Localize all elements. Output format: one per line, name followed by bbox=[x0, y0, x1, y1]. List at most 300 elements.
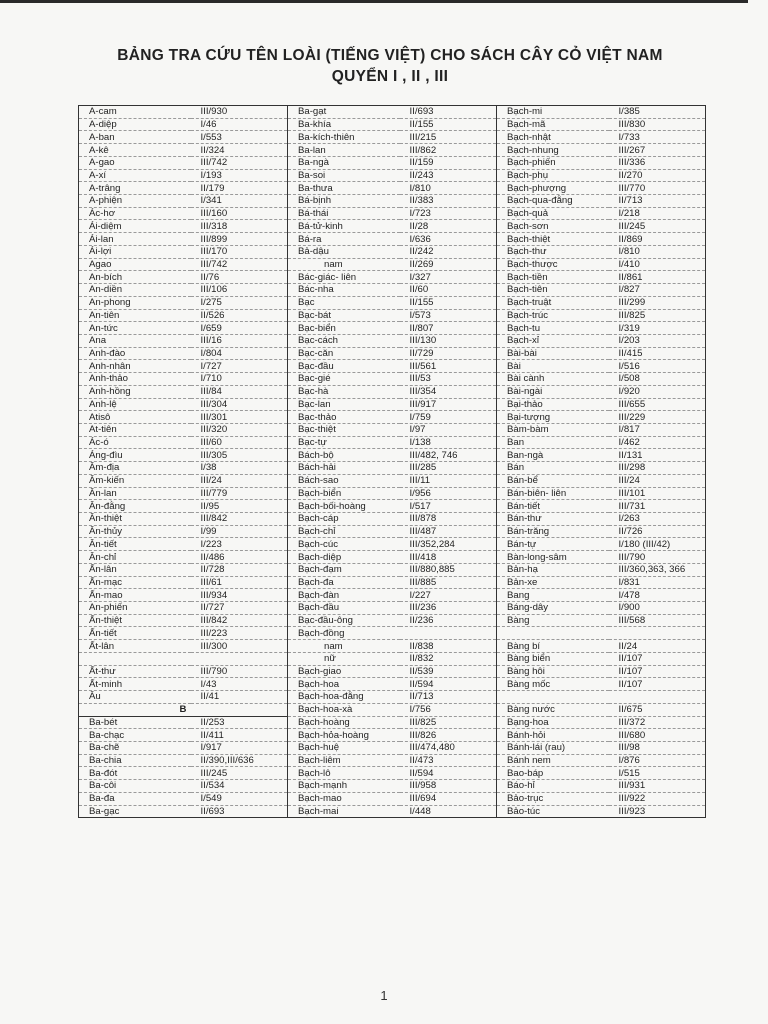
volume-page-ref: II/411 bbox=[191, 729, 288, 742]
species-name: Bánh nem bbox=[497, 754, 609, 767]
volume-page-ref: II/131 bbox=[609, 449, 706, 462]
volume-page-ref: I/410 bbox=[609, 258, 706, 271]
index-row bbox=[79, 741, 706, 754]
volume-page-ref: I/319 bbox=[609, 322, 706, 335]
species-name: Ba-bét bbox=[79, 716, 191, 729]
species-name: Bạch-hoa bbox=[288, 678, 400, 691]
species-name: Bách-hải bbox=[288, 462, 400, 475]
species-name: Ân-chỉ bbox=[79, 551, 191, 564]
volume-page-ref: III/826 bbox=[400, 729, 497, 742]
volume-page-ref: I/478 bbox=[609, 589, 706, 602]
species-name: Bại-tượng bbox=[497, 411, 609, 424]
species-name: Bang bbox=[497, 589, 609, 602]
volume-page-ref: I/97 bbox=[400, 423, 497, 436]
species-name: Bao-báp bbox=[497, 767, 609, 780]
species-name: Bạch-cúc bbox=[288, 538, 400, 551]
species-name: Ban bbox=[497, 436, 609, 449]
volume-page-ref: I/900 bbox=[609, 602, 706, 615]
species-name: Bạch-biển bbox=[288, 487, 400, 500]
volume-page-ref: III/320 bbox=[191, 423, 288, 436]
volume-page-ref: II/155 bbox=[400, 296, 497, 309]
volume-page-ref: III/830 bbox=[609, 118, 706, 131]
species-name bbox=[497, 627, 609, 640]
species-name: Bạch-qua-đằng bbox=[497, 195, 609, 208]
species-name: An-bích bbox=[79, 271, 191, 284]
volume-page-ref: II/726 bbox=[609, 525, 706, 538]
volume-page-ref: III/742 bbox=[191, 258, 288, 271]
volume-page-ref: II/107 bbox=[609, 665, 706, 678]
species-name: Bàm-bàm bbox=[497, 423, 609, 436]
volume-page-ref: I/341 bbox=[191, 195, 288, 208]
species-name: Ba-kích-thiên bbox=[288, 131, 400, 144]
species-name: Bạch-mã bbox=[497, 118, 609, 131]
index-row bbox=[79, 398, 706, 411]
volume-page-ref: III/223 bbox=[191, 627, 288, 640]
species-name: Bảo-trục bbox=[497, 792, 609, 805]
species-name bbox=[497, 691, 609, 704]
volume-page-ref bbox=[609, 627, 706, 640]
species-name: Anh-nhân bbox=[79, 360, 191, 373]
species-name: Bạch-tu bbox=[497, 322, 609, 335]
volume-page-ref: I/227 bbox=[400, 589, 497, 602]
index-row bbox=[79, 334, 706, 347]
volume-page-ref bbox=[400, 627, 497, 640]
species-name: A-phiện bbox=[79, 195, 191, 208]
index-row bbox=[79, 411, 706, 424]
volume-page-ref: III/301 bbox=[191, 411, 288, 424]
volume-page-ref: II/539 bbox=[400, 665, 497, 678]
species-name: Ba-chạc bbox=[79, 729, 191, 742]
species-name: Bạch-hoa-đằng bbox=[288, 691, 400, 704]
species-name: Ấn-lân bbox=[79, 563, 191, 576]
volume-page-ref: II/526 bbox=[191, 309, 288, 322]
volume-page-ref: III/285 bbox=[400, 462, 497, 475]
volume-page-ref: III/930 bbox=[191, 106, 288, 119]
volume-page-ref: I/636 bbox=[400, 233, 497, 246]
volume-page-ref: I/756 bbox=[400, 703, 497, 716]
species-name: Báng-dây bbox=[497, 602, 609, 615]
volume-page-ref: III/229 bbox=[609, 411, 706, 424]
species-name: Anh-thảo bbox=[79, 373, 191, 386]
species-name: Bá-tử-kinh bbox=[288, 220, 400, 233]
volume-page-ref: II/28 bbox=[400, 220, 497, 233]
species-name: Bán-biên- liên bbox=[497, 487, 609, 500]
volume-page-ref: III/236 bbox=[400, 602, 497, 615]
species-name: Bạch-nhật bbox=[497, 131, 609, 144]
species-name: Ba-đót bbox=[79, 767, 191, 780]
index-row bbox=[79, 614, 706, 627]
index-row bbox=[79, 703, 706, 716]
volume-page-ref: III/106 bbox=[191, 284, 288, 297]
species-name: Ất-thư bbox=[79, 665, 191, 678]
species-name: Ban-ngà bbox=[497, 449, 609, 462]
index-row bbox=[79, 487, 706, 500]
species-name: nam bbox=[288, 640, 400, 653]
volume-page-ref: III/770 bbox=[609, 182, 706, 195]
species-name: Bách-sao bbox=[288, 474, 400, 487]
index-row bbox=[79, 729, 706, 742]
species-name: Ấn-tiết bbox=[79, 627, 191, 640]
species-name: Bài-bài bbox=[497, 347, 609, 360]
volume-page-ref: I/263 bbox=[609, 513, 706, 526]
species-name: Ba-khía bbox=[288, 118, 400, 131]
index-row bbox=[79, 449, 706, 462]
species-name: Ba-đa bbox=[79, 792, 191, 805]
volume-page-ref: I/138 bbox=[400, 436, 497, 449]
volume-page-ref: II/713 bbox=[609, 195, 706, 208]
volume-page-ref: III/61 bbox=[191, 576, 288, 589]
index-row bbox=[79, 271, 706, 284]
species-name: Ái-lan bbox=[79, 233, 191, 246]
index-row bbox=[79, 118, 706, 131]
volume-page-ref: II/729 bbox=[400, 347, 497, 360]
species-index-body bbox=[79, 106, 706, 818]
volume-page-ref: III/267 bbox=[609, 144, 706, 157]
volume-page-ref: I/275 bbox=[191, 296, 288, 309]
species-name: Áng-đìu bbox=[79, 449, 191, 462]
species-name: Bạch-chỉ bbox=[288, 525, 400, 538]
volume-page-ref: III/352,284 bbox=[400, 538, 497, 551]
index-row bbox=[79, 602, 706, 615]
species-name: At-tiên bbox=[79, 423, 191, 436]
index-row bbox=[79, 169, 706, 182]
species-name: Âu bbox=[79, 691, 191, 704]
species-name: Báo-hỉ bbox=[497, 780, 609, 793]
volume-page-ref: I/727 bbox=[191, 360, 288, 373]
index-row bbox=[79, 665, 706, 678]
volume-page-ref: I/517 bbox=[400, 500, 497, 513]
volume-page-ref: I/462 bbox=[609, 436, 706, 449]
species-name: A-cam bbox=[79, 106, 191, 119]
species-name: A-trâng bbox=[79, 182, 191, 195]
volume-page-ref: II/869 bbox=[609, 233, 706, 246]
species-name: Bản-hạ bbox=[497, 563, 609, 576]
volume-page-ref: III/655 bbox=[609, 398, 706, 411]
volume-page-ref: III/482, 746 bbox=[400, 449, 497, 462]
species-name: An-diền bbox=[79, 284, 191, 297]
volume-page-ref: II/486 bbox=[191, 551, 288, 564]
volume-page-ref: II/107 bbox=[609, 678, 706, 691]
volume-page-ref: II/713 bbox=[400, 691, 497, 704]
species-name: Bạc-lan bbox=[288, 398, 400, 411]
species-name: Bạch-tiền bbox=[497, 271, 609, 284]
index-row bbox=[79, 258, 706, 271]
species-name: Bạc-hà bbox=[288, 385, 400, 398]
volume-page-ref: I/920 bbox=[609, 385, 706, 398]
index-row bbox=[79, 284, 706, 297]
volume-page-ref: III/561 bbox=[400, 360, 497, 373]
index-row bbox=[79, 144, 706, 157]
species-name: Bàng mốc bbox=[497, 678, 609, 691]
species-name: Bàng biển bbox=[497, 652, 609, 665]
volume-page-ref: III/934 bbox=[191, 589, 288, 602]
species-name: Bạc-thảo bbox=[288, 411, 400, 424]
volume-page-ref: I/508 bbox=[609, 373, 706, 386]
volume-page-ref: I/573 bbox=[400, 309, 497, 322]
volume-page-ref: III/825 bbox=[400, 716, 497, 729]
species-name: Bạch-diệp bbox=[288, 551, 400, 564]
species-name: Âm-địa bbox=[79, 462, 191, 475]
species-name: Ác-ó bbox=[79, 436, 191, 449]
index-row bbox=[79, 513, 706, 526]
species-name: Bản-xe bbox=[497, 576, 609, 589]
volume-page-ref: III/731 bbox=[609, 500, 706, 513]
volume-page-ref: I/46 bbox=[191, 118, 288, 131]
species-name: Bàn-long-sâm bbox=[497, 551, 609, 564]
index-row bbox=[79, 182, 706, 195]
species-name: Bánh-hỏi bbox=[497, 729, 609, 742]
volume-page-ref: III/299 bbox=[609, 296, 706, 309]
species-name: Bài cành bbox=[497, 373, 609, 386]
species-name: Ba-côi bbox=[79, 780, 191, 793]
species-name: Bàng bí bbox=[497, 640, 609, 653]
species-name: Bàng nước bbox=[497, 703, 609, 716]
species-name: Bán-bể bbox=[497, 474, 609, 487]
volume-page-ref: I/831 bbox=[609, 576, 706, 589]
species-name: Bách-bộ bbox=[288, 449, 400, 462]
volume-page-ref: III/130 bbox=[400, 334, 497, 347]
species-name: Bạch-phụ bbox=[497, 169, 609, 182]
page-number: 1 bbox=[380, 988, 388, 1003]
species-name: Ất-lân bbox=[79, 640, 191, 653]
index-row bbox=[79, 360, 706, 373]
volume-page-ref: II/693 bbox=[191, 805, 288, 818]
index-row bbox=[79, 551, 706, 564]
volume-page-ref bbox=[609, 691, 706, 704]
species-name: Bạc-tự bbox=[288, 436, 400, 449]
page-title: BẢNG TRA CỨU TÊN LOÀI (TIẾNG VIỆT) CHO SÁCH CÂY CỎ VIỆT NAM bbox=[117, 47, 663, 64]
volume-page-ref: III/825 bbox=[609, 309, 706, 322]
species-name: Bạch-tiên bbox=[497, 284, 609, 297]
volume-page-ref: II/675 bbox=[609, 703, 706, 716]
species-index-table bbox=[78, 105, 706, 818]
species-name: Bán-trăng bbox=[497, 525, 609, 538]
index-row bbox=[79, 716, 706, 729]
top-rule bbox=[0, 0, 748, 3]
volume-page-ref: II/41 bbox=[191, 691, 288, 704]
volume-page-ref: III/245 bbox=[191, 767, 288, 780]
volume-page-ref: III/418 bbox=[400, 551, 497, 564]
volume-page-ref: III/84 bbox=[191, 385, 288, 398]
species-name: Ba-gạt bbox=[288, 106, 400, 119]
volume-page-ref: III/842 bbox=[191, 513, 288, 526]
species-name: Ấn-thiệt bbox=[79, 614, 191, 627]
species-name: Bạch-trúc bbox=[497, 309, 609, 322]
volume-page-ref: I/810 bbox=[609, 245, 706, 258]
volume-page-ref: III/923 bbox=[609, 805, 706, 818]
volume-page-ref: II/594 bbox=[400, 678, 497, 691]
volume-page-ref: I/810 bbox=[400, 182, 497, 195]
species-name: Ba-gạc bbox=[79, 805, 191, 818]
species-name: Ấn-mao bbox=[79, 589, 191, 602]
index-row bbox=[79, 780, 706, 793]
index-row bbox=[79, 767, 706, 780]
species-name: Ba-thưa bbox=[288, 182, 400, 195]
species-name: Bạch-thiệt bbox=[497, 233, 609, 246]
species-name: Bạch-đồng bbox=[288, 627, 400, 640]
volume-page-ref: III/318 bbox=[191, 220, 288, 233]
index-row bbox=[79, 296, 706, 309]
species-name: Bạch-lô bbox=[288, 767, 400, 780]
volume-page-ref: III/790 bbox=[609, 551, 706, 564]
index-row bbox=[79, 436, 706, 449]
volume-page-ref: III/779 bbox=[191, 487, 288, 500]
volume-page-ref: I/710 bbox=[191, 373, 288, 386]
volume-page-ref: I/516 bbox=[609, 360, 706, 373]
volume-page-ref: II/159 bbox=[400, 156, 497, 169]
volume-page-ref: I/448 bbox=[400, 805, 497, 818]
species-name: Ái-diệm bbox=[79, 220, 191, 233]
species-name: Bạch-đầu bbox=[288, 602, 400, 615]
volume-page-ref: III/300 bbox=[191, 640, 288, 653]
volume-page-ref: III/354 bbox=[400, 385, 497, 398]
volume-page-ref: II/807 bbox=[400, 322, 497, 335]
species-name: Bạch-sơn bbox=[497, 220, 609, 233]
volume-page-ref: II/243 bbox=[400, 169, 497, 182]
index-row bbox=[79, 627, 706, 640]
volume-page-ref: II/728 bbox=[191, 563, 288, 576]
species-name: An-phong bbox=[79, 296, 191, 309]
index-row bbox=[79, 373, 706, 386]
species-name: Ba-chia bbox=[79, 754, 191, 767]
volume-page-ref: II/76 bbox=[191, 271, 288, 284]
volume-page-ref: III/372 bbox=[609, 716, 706, 729]
volume-page-ref: III/24 bbox=[191, 474, 288, 487]
volume-page-ref: I/203 bbox=[609, 334, 706, 347]
volume-page-ref: II/253 bbox=[191, 716, 288, 729]
volume-page-ref: I/733 bbox=[609, 131, 706, 144]
species-name: Bạch-mao bbox=[288, 792, 400, 805]
volume-page-ref: III/60 bbox=[191, 436, 288, 449]
volume-page-ref: I/223 bbox=[191, 538, 288, 551]
volume-page-ref: III/245 bbox=[609, 220, 706, 233]
species-name: Ba-lan bbox=[288, 144, 400, 157]
species-name: Ân-thủy bbox=[79, 525, 191, 538]
volume-page-ref: I/327 bbox=[400, 271, 497, 284]
species-name: Bạc-đầu-ông bbox=[288, 614, 400, 627]
volume-page-ref: I/218 bbox=[609, 207, 706, 220]
volume-page-ref: III/568 bbox=[609, 614, 706, 627]
species-name: Bạch-truật bbox=[497, 296, 609, 309]
species-name: Ất-minh bbox=[79, 678, 191, 691]
volume-page-ref: II/534 bbox=[191, 780, 288, 793]
volume-page-ref: II/727 bbox=[191, 602, 288, 615]
species-name: Bạc-cách bbox=[288, 334, 400, 347]
volume-page-ref: III/931 bbox=[609, 780, 706, 793]
species-name: Bạc bbox=[288, 296, 400, 309]
volume-page-ref: I/723 bbox=[400, 207, 497, 220]
volume-page-ref: III/680 bbox=[609, 729, 706, 742]
volume-page-ref: II/390,III/636 bbox=[191, 754, 288, 767]
volume-page-ref: III/880,885 bbox=[400, 563, 497, 576]
species-name: Anh-lệ bbox=[79, 398, 191, 411]
volume-page-ref: III/694 bbox=[400, 792, 497, 805]
volume-page-ref: I/99 bbox=[191, 525, 288, 538]
species-name: Bán-tự bbox=[497, 538, 609, 551]
index-row bbox=[79, 309, 706, 322]
species-name: Bạc-bát bbox=[288, 309, 400, 322]
species-name: An-tức bbox=[79, 322, 191, 335]
volume-page-ref: II/415 bbox=[609, 347, 706, 360]
species-name: Bác-nha bbox=[288, 284, 400, 297]
species-name: Bán bbox=[497, 462, 609, 475]
volume-page-ref: III/487 bbox=[400, 525, 497, 538]
species-name: A-diệp bbox=[79, 118, 191, 131]
index-row bbox=[79, 220, 706, 233]
volume-page-ref: III/917 bbox=[400, 398, 497, 411]
species-name: Bánh-lái (rau) bbox=[497, 741, 609, 754]
volume-page-ref: II/383 bbox=[400, 195, 497, 208]
volume-page-ref: II/242 bbox=[400, 245, 497, 258]
species-name: nữ bbox=[288, 652, 400, 665]
volume-page-ref: III/336 bbox=[609, 156, 706, 169]
index-row bbox=[79, 131, 706, 144]
species-name: Ân-lan bbox=[79, 487, 191, 500]
index-row bbox=[79, 474, 706, 487]
volume-page-ref bbox=[191, 652, 288, 665]
volume-page-ref: II/269 bbox=[400, 258, 497, 271]
volume-page-ref: II/24 bbox=[609, 640, 706, 653]
species-name: Ái-lợi bbox=[79, 245, 191, 258]
index-row bbox=[79, 525, 706, 538]
species-name: Bạch-cáp bbox=[288, 513, 400, 526]
volume-page-ref: III/922 bbox=[609, 792, 706, 805]
index-row bbox=[79, 423, 706, 436]
index-row bbox=[79, 207, 706, 220]
species-name: Bạc-gié bbox=[288, 373, 400, 386]
volume-page-ref: I/917 bbox=[191, 741, 288, 754]
index-row bbox=[79, 589, 706, 602]
species-name: Bạch-nhung bbox=[497, 144, 609, 157]
volume-page-ref: I/38 bbox=[191, 462, 288, 475]
volume-page-ref: II/861 bbox=[609, 271, 706, 284]
species-name: Bạc-thiệt bbox=[288, 423, 400, 436]
index-row bbox=[79, 805, 706, 818]
species-name: Bạch-hỏa-hoàng bbox=[288, 729, 400, 742]
species-name: Bạch-đa bbox=[288, 576, 400, 589]
species-name: Bán-tiết bbox=[497, 500, 609, 513]
volume-page-ref: I/876 bbox=[609, 754, 706, 767]
volume-page-ref: II/179 bbox=[191, 182, 288, 195]
volume-page-ref: III/98 bbox=[609, 741, 706, 754]
species-name: Ba-soi bbox=[288, 169, 400, 182]
volume-page-ref: III/11 bbox=[400, 474, 497, 487]
species-name: Bạch-đàn bbox=[288, 589, 400, 602]
volume-page-ref: III/160 bbox=[191, 207, 288, 220]
volume-page-ref: III/790 bbox=[191, 665, 288, 678]
species-name: A-kê bbox=[79, 144, 191, 157]
index-row bbox=[79, 322, 706, 335]
index-row bbox=[79, 156, 706, 169]
volume-page-ref: III/842 bbox=[191, 614, 288, 627]
volume-page-ref: II/838 bbox=[400, 640, 497, 653]
index-row bbox=[79, 563, 706, 576]
index-row bbox=[79, 678, 706, 691]
volume-page-ref: I/759 bbox=[400, 411, 497, 424]
index-row bbox=[79, 652, 706, 665]
volume-page-ref: III/170 bbox=[191, 245, 288, 258]
index-row bbox=[79, 233, 706, 246]
volume-page-ref: III/899 bbox=[191, 233, 288, 246]
index-row bbox=[79, 500, 706, 513]
volume-page-ref: I/817 bbox=[609, 423, 706, 436]
volume-page-ref: II/155 bbox=[400, 118, 497, 131]
volume-page-ref: III/24 bbox=[609, 474, 706, 487]
species-name: Bài bbox=[497, 360, 609, 373]
volume-page-ref: II/236 bbox=[400, 614, 497, 627]
species-name: Bạch-đạm bbox=[288, 563, 400, 576]
volume-page-ref: III/305 bbox=[191, 449, 288, 462]
